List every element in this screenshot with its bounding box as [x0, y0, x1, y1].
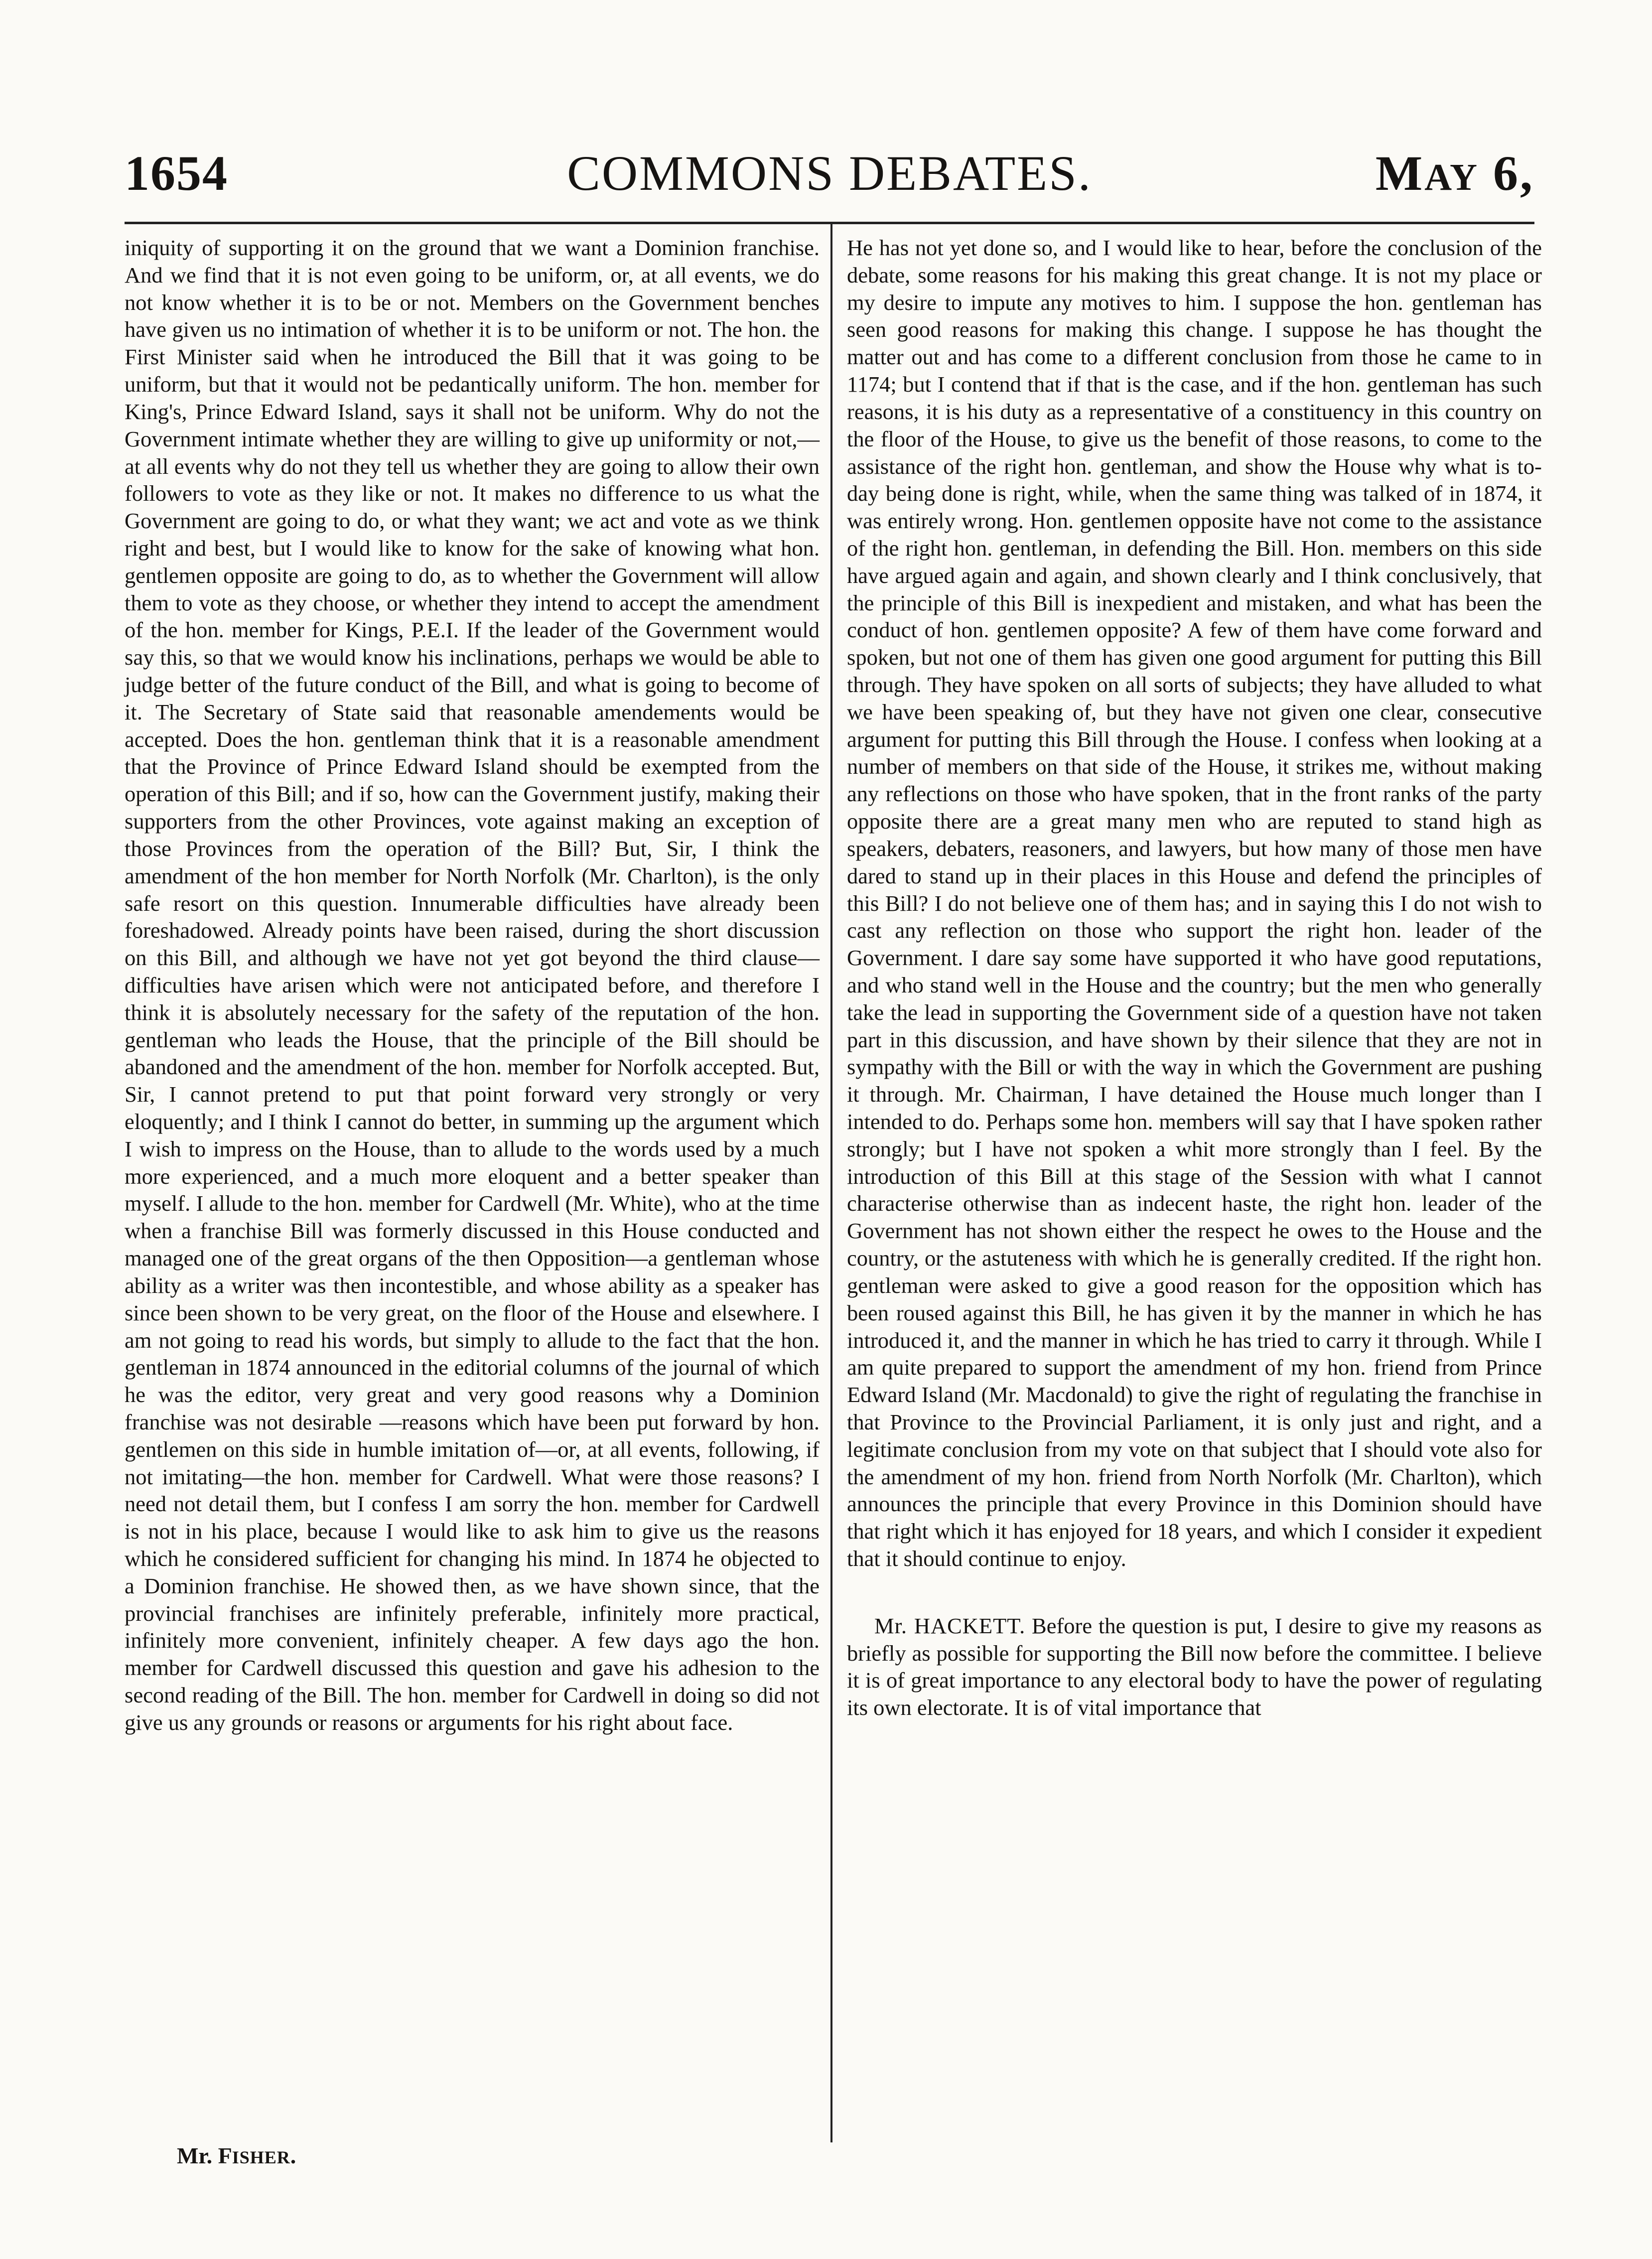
speaker-paragraph: [847, 1612, 1542, 1721]
footer-speaker-suffix: .: [290, 2143, 296, 2168]
page-header: [125, 144, 1534, 219]
page-number: 1654: [125, 145, 228, 201]
right-column: [847, 234, 1542, 1721]
right-column-text: He has not yet done so, and I would like to hear, before the conclusion of the debate, some reasons for his making this great change. It is not my place or my desire to impute any motives to him. I suppose the hon. gentleman has seen good reasons for making this change. I suppose he has thought the matter out and has come to a different conclusion from those he came to in 1174; but I contend that if that is the case, and if the hon. gentleman has such reasons, it is his duty as a representative of a constituency in this country on the floor of the House, to give us the benefit of those reasons, to come to the assistance of the right hon. gentleman, and show the House why what is to-day being done is right, while, when the same thing was talked of in 1874, it was entirely wrong. Hon. gentlemen opposite have not come to the assistance of the right hon. gentleman, in defending the Bill. Hon. members on this side have argued again and again, and shown clearly and I think conclusively, that the principle of this Bill is inexpedient and mistaken, and what has been the conduct of hon. gentlemen opposite? A few of them have come forward and spoken, but not one of them has given one good argument for putting this Bill through. They have spoken on all sorts of subjects; they have alluded to what we have been speaking of, but they have not given one clear, consecutive argument for putting this Bill through the House. I confess when looking at a number of members on that side of the House, it strikes me, without making any reflections on those who have spoken, that in the front ranks of the party opposite there are a great many men who are reputed to stand high as speakers, debaters, reasoners, and lawyers, but how many of those men have dared to stand up in their places in this House and defend the principles of this Bill? I do not believe one of them has; and in saying this I do not wish to cast any reflection on those who support the right hon. leader of the Government. I dare say some have supported it who have good reputations, and who stand well in the House and the country; but the men who generally take the lead in supporting the Government side of a question have not taken part in this discussion, and have shown by their silence that they are not in sympathy with the Bill or with the way in which the Government are pushing it through. Mr. Chairman, I have detained the House much longer than I intended to do. Perhaps some hon. members will say that I have spoken rather strongly; but I have not spoken a whit more strongly than I feel. By the introduction of this Bill at this stage of the Session with what I cannot characterise otherwise than as indecent haste, the right hon. leader of the Government has not shown either the respect he owes to the House and the country, or the astuteness with which he is generally credited. If the right hon. gentleman were asked to give a good reason for the opposition which has been roused against this Bill, he has given it by the manner in which he has introduced it, and the manner in which he has tried to carry it through. While I am quite prepared to support the amendment of my hon. friend from Prince Edward Island (Mr. Macdonald) to give the right of regulating the franchise in that Province to the Provincial Parliament, it is only just and right, and a legitimate conclusion from my vote on that subject that I should vote also for the amendment of my hon. friend from North Norfolk (Mr. Charlton), which announces the principle that every Province in this Dominion should have that right which it has enjoyed for 18 years, and which I consider it expedient that it should continue to enjoy.: [847, 235, 1542, 1571]
speaker-name: Mr. HACKETT.: [874, 1613, 1026, 1638]
footer-speaker: [177, 2142, 296, 2169]
footer-speaker-prefix: Mr. F: [177, 2143, 232, 2168]
date-day: 6,: [1493, 145, 1534, 201]
column-divider: [830, 224, 832, 2142]
left-column-text: iniquity of supporting it on the ground that we want a Dominion franchise. And we find that it is not even going to be uniform, or, at all events, we do not know whether it is to be or not. Members on the Government benches have given us no intimation of whether it is to be uniform or not. The hon. the First Minister said when he introduced the Bill that it was going to be uniform, but that it would not be pedantically uniform. The hon. member for King's, Prince Edward Island, says it shall not be uniform. Why do not the Government intimate whether they are willing to give up uniformity or not,—at all events why do not they tell us whether they are going to allow their own followers to vote as they like or not. It makes no difference to us what the Government are going to do, or what they want; we act and vote as we think right and best, but I would like to know for the sake of knowing what hon. gentlemen opposite are going to do, as to whether the Government will allow them to vote as they choose, or whether they intend to accept the amendment of the hon. member for Kings, P.E.I. If the leader of the Government would say this, so that we would know his inclinations, perhaps we would be able to judge better of the future conduct of the Bill, and what is going to become of it. The Secretary of State said that reasonable amendements would be accepted. Does the hon. gentleman think that it is a reasonable amendment that the Province of Prince Edward Island should be exempted from the operation of this Bill; and if so, how can the Government justify, making their supporters from the other Provinces, vote against making an exception of those Provinces from the operation of the Bill? But, Sir, I think the amendment of the hon member for North Norfolk (Mr. Charlton), is the only safe resort on this question. Innumerable difficulties have already been foreshadowed. Already points have been raised, during the short discussion on this Bill, and although we have not yet got beyond the third clause—difficulties have arisen which were not anticipated before, and therefore I think it is absolutely necessary for the safety of the reputation of the hon. gentleman who leads the House, that the principle of the Bill should be abandoned and the amendment of the hon. member for Norfolk accepted. But, Sir, I cannot pretend to put that point forward very strongly or very eloquently; and I think I cannot do better, in summing up the argument which I wish to impress on the House, than to allude to the words used by a much more experienced, and a much more eloquent and a better speaker than myself. I allude to the hon. member for Cardwell (Mr. White), who at the time when a franchise Bill was formerly discussed in this House conducted and managed one of the great organs of the then Opposition—a gentleman whose ability as a writer was then incontestible, and whose ability as a speaker has since been shown to be very great, on the floor of the House and elsewhere. I am not going to read his words, but simply to allude to the fact that the hon. gentleman in 1874 announced in the editorial columns of the journal of which he was the editor, very great and very good reasons why a Dominion franchise was not desirable —reasons which have been put forward by hon. gentlemen on this side in humble imitation of—or, at all events, following, if not imitating—the hon. member for Cardwell. What were those reasons? I need not detail them, but I confess I am sorry the hon. member for Cardwell is not in his place, because I would like to ask him to give us the reasons which he considered sufficient for changing his mind. In 1874 he objected to a Dominion franchise. He showed then, as we have shown since, that the provincial franchises are infinitely preferable, infinitely more practical, infinitely more convenient, infinitely cheaper. A few days ago the hon. member for Cardwell discussed this question and gave his adhesion to the second reading of the Bill. The hon. member for Cardwell in doing so did not give us any grounds or reasons or arguments for his right about face.: [125, 235, 820, 1735]
page-date: [1376, 144, 1534, 202]
left-column: [125, 234, 820, 1736]
page-title: COMMONS DEBATES.: [567, 145, 1092, 201]
date-small-caps: AY: [1424, 156, 1479, 198]
speaker-text: Before the question is put, I desire to give my reasons as briefly as possible for supporting the Bill now before the committee. I believe it is of great importance to any electoral body to have the power of regulating its own electorate. It is of vital importance that: [847, 1613, 1542, 1720]
header-rule: [125, 222, 1534, 224]
footer-speaker-small-caps: ISHER: [232, 2147, 290, 2167]
date-initial: M: [1375, 145, 1425, 201]
